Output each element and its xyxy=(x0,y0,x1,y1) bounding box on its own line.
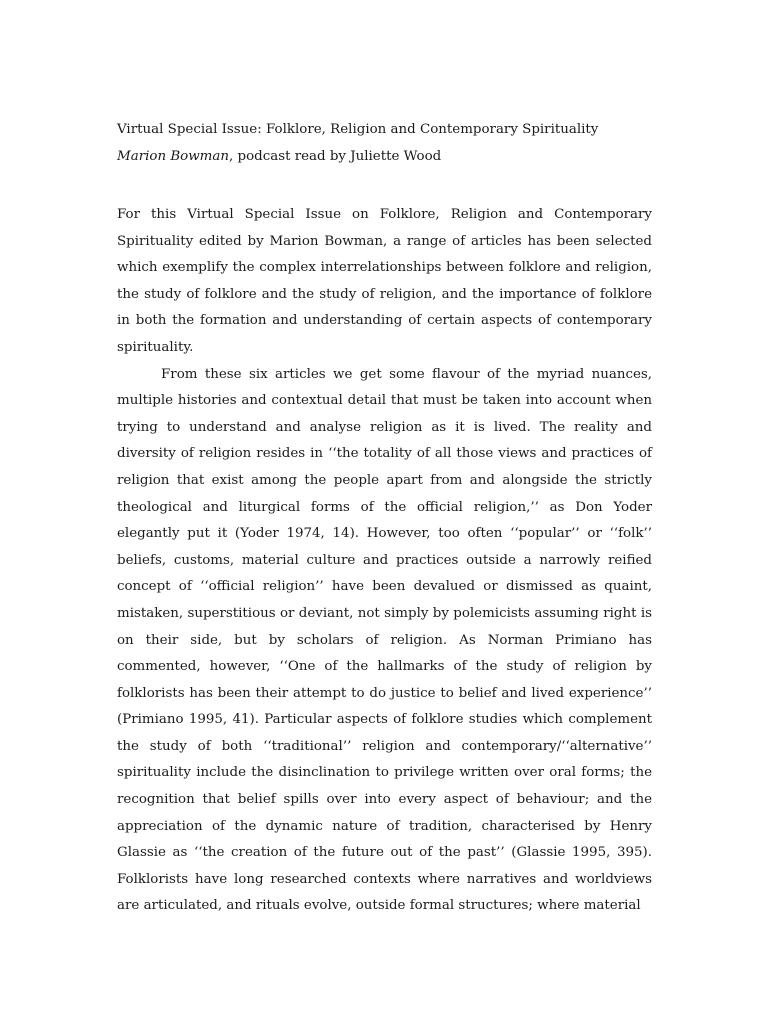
document-title: Virtual Special Issue: Folklore, Religion and Contemporary Spirituality xyxy=(117,122,599,137)
paragraph-intro: For this Virtual Special Issue on Folklore, Religion and Contemporary Spirituality edited by Marion Bowman, a range of articles has been selected which exemplify the complex interrelationships between folklore and religion, the study of folklore and the study of religion, and the importance of folklore in both the formation and understanding of certain aspects of contemporary spirituality. xyxy=(117,207,652,355)
byline-author: Marion Bowman xyxy=(117,149,229,164)
document-body xyxy=(117,202,652,920)
byline-reader: , podcast read by Juliette Wood xyxy=(229,149,442,164)
paragraph-main: From these six articles we get some flavour of the myriad nuances, multiple histories and contextual detail that must be taken into account when trying to understand and analyse religion as it is lived. The reality and diversity of religion resides in ‘‘the totality of all those views and practices of religion that exist among the people apart from and alongside the strictly theological and liturgical forms of the official religion,’’ as Don Yoder elegantly put it (Yoder 1974, 14). However, too often ‘‘popular’’ or ‘‘folk’’ beliefs, customs, material culture and practices outside a narrowly reified concept of ‘‘official religion’’ have been devalued or dismissed as quaint, mistaken, superstitious or deviant, not simply by polemicists assuming right is on their side, but by scholars of religion. As Norman Primiano has commented, however, ‘‘One of the hallmarks of the study of religion by folklorists has been their attempt to do justice to belief and lived experience’’ (Primiano 1995, 41). Particular aspects of folklore studies which complement the study of both ‘‘traditional’’ religion and contemporary/‘‘alternative’’ spirituality include the disinclination to privilege written over oral forms; the recognition that belief spills over into every aspect of behaviour; and the appreciation of the dynamic nature of tradition, characterised by Henry Glassie as ‘‘the creation of the future out of the past’’ (Glassie 1995, 395). Folklorists have long researched contexts where narratives and worldviews are articulated, and rituals evolve, outside formal structures; where material xyxy=(117,366,652,914)
document-byline xyxy=(117,148,677,166)
